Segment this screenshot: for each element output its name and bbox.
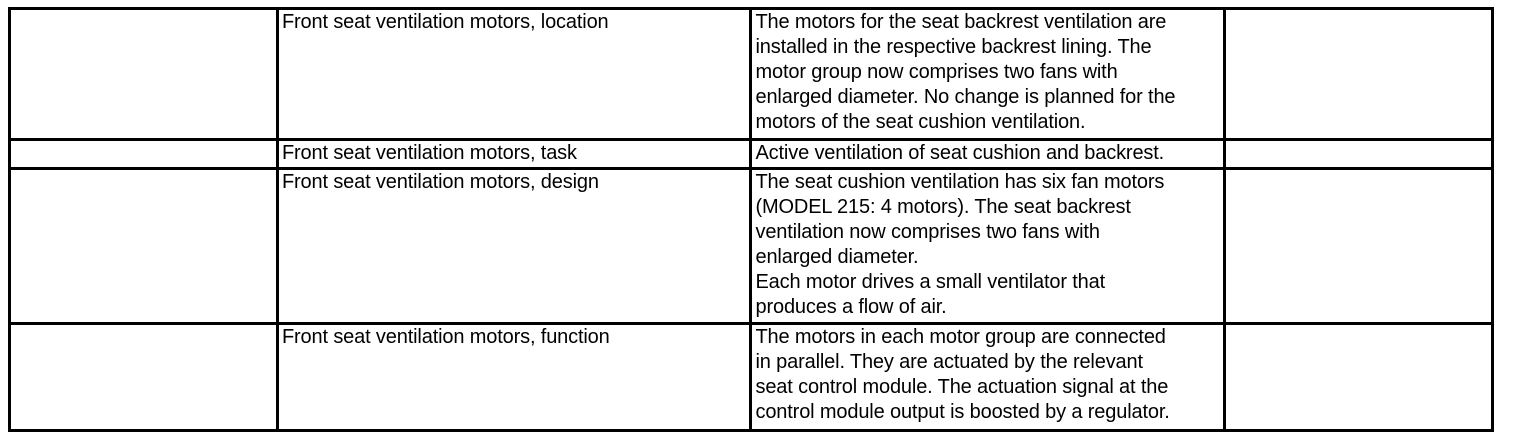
- description-line: (MODEL 215: 4 motors). The seat backrest: [755, 195, 1131, 218]
- description-line: motors of the seat cushion ventilation.: [755, 111, 1086, 133]
- description-line: The seat cushion ventilation has six fan motors: [755, 170, 1165, 193]
- description-cell: [751, 324, 1225, 431]
- description-line: ventilation now comprises two fans with: [755, 220, 1100, 243]
- description-cell: [751, 168, 1225, 324]
- description-cell: [751, 9, 1225, 140]
- description-line: installed in the respective backrest lining. The: [755, 36, 1152, 58]
- document-table: [8, 7, 1494, 432]
- description-line: Each motor drives a small ventilator that: [755, 270, 1106, 293]
- table-row: [10, 140, 1493, 168]
- empty-right-cell: [1224, 324, 1492, 431]
- term-cell: Front seat ventilation motors, design: [277, 168, 751, 324]
- table-row: [10, 324, 1493, 431]
- description-line: seat control module. The actuation signal at the: [755, 376, 1169, 399]
- description-line: motor group now comprises two fans with: [755, 61, 1118, 83]
- table-row: [10, 9, 1493, 140]
- description-line: Active ventilation of seat cushion and backrest.: [755, 142, 1165, 165]
- empty-right-cell: [1224, 9, 1492, 140]
- empty-left-cell: [10, 140, 278, 168]
- description-line: The motors for the seat backrest ventilation are: [755, 11, 1167, 33]
- empty-right-cell: [1224, 140, 1492, 168]
- term-cell: Front seat ventilation motors, location: [277, 9, 751, 140]
- description-line: produces a flow of air.: [755, 295, 947, 318]
- description-line: enlarged diameter. No change is planned for the: [755, 86, 1176, 108]
- description-cell: [751, 140, 1225, 168]
- description-line: control module output is boosted by a regulator.: [755, 401, 1170, 424]
- empty-left-cell: [10, 9, 278, 140]
- term-cell: Front seat ventilation motors, function: [277, 324, 751, 431]
- description-line: The motors in each motor group are connected: [755, 326, 1166, 349]
- empty-left-cell: [10, 324, 278, 431]
- description-line: enlarged diameter.: [755, 245, 919, 268]
- term-cell: Front seat ventilation motors, task: [277, 140, 751, 168]
- table-row: [10, 168, 1493, 324]
- empty-left-cell: [10, 168, 278, 324]
- description-line: in parallel. They are actuated by the relevant: [755, 351, 1143, 374]
- empty-right-cell: [1224, 168, 1492, 324]
